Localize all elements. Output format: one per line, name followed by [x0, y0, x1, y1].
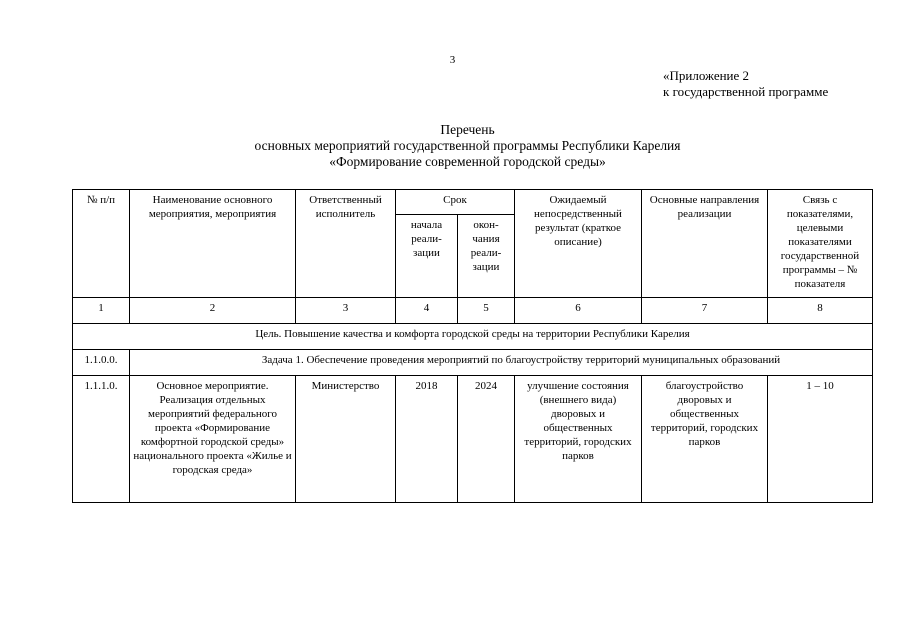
row-executor: Министерство [296, 376, 396, 503]
goal-row [73, 324, 873, 350]
header-link: Связь с показателями, целевыми показателями государственной программы – № показателя [768, 190, 873, 298]
row-link: 1 – 10 [768, 376, 873, 503]
row-end: 2024 [458, 376, 515, 503]
column-number: 3 [296, 298, 396, 324]
measures-table [72, 189, 873, 503]
header-result: Ожидаемый непосредственный результат (краткое описание) [515, 190, 642, 298]
row-directions: благоустройство дворовых и общественных территорий, городских парков [642, 376, 768, 503]
header-term-start: начала реали-зации [396, 215, 458, 298]
header-term-end: окон-чания реали-зации [458, 215, 515, 298]
column-numbers-row [73, 298, 873, 324]
table-row [73, 376, 873, 503]
appendix-note [663, 68, 828, 100]
column-number: 6 [515, 298, 642, 324]
task-text: Задача 1. Обеспечение проведения мероприятий по благоустройству территорий муниципальных образований [130, 350, 873, 376]
title-line-1: Перечень [440, 122, 495, 137]
document-title [0, 122, 905, 170]
title-line-3: «Формирование современной городской среды» [329, 154, 606, 169]
appendix-line-2: к государственной программе [663, 84, 829, 99]
title-line-2: основных мероприятий государственной программы Республики Карелия [254, 138, 681, 153]
column-number: 1 [73, 298, 130, 324]
column-number: 8 [768, 298, 873, 324]
goal-text: Цель. Повышение качества и комфорта городской среды на территории Республики Карелия [73, 324, 873, 350]
header-executor: Ответственный исполнитель [296, 190, 396, 298]
column-number: 4 [396, 298, 458, 324]
task-row [73, 350, 873, 376]
row-code: 1.1.1.0. [73, 376, 130, 503]
page-number: 3 [449, 54, 456, 66]
header-name: Наименование основного мероприятия, мероприятия [130, 190, 296, 298]
column-number: 5 [458, 298, 515, 324]
row-result: улучшение состояния (внешнего вида) дворовых и общественных территорий, городских парков [515, 376, 642, 503]
appendix-line-1: «Приложение 2 [663, 68, 750, 83]
column-number: 2 [130, 298, 296, 324]
header-row-1 [73, 190, 873, 215]
header-num: № п/п [73, 190, 130, 298]
column-number: 7 [642, 298, 768, 324]
row-name: Основное мероприятие. Реализация отдельных мероприятий федерального проекта «Формирование комфортной городской среды» национального проекта «Жилье и городская среда» [130, 376, 296, 503]
header-directions: Основные направления реализации [642, 190, 768, 298]
row-start: 2018 [396, 376, 458, 503]
task-code: 1.1.0.0. [73, 350, 130, 376]
header-term: Срок [396, 190, 515, 215]
